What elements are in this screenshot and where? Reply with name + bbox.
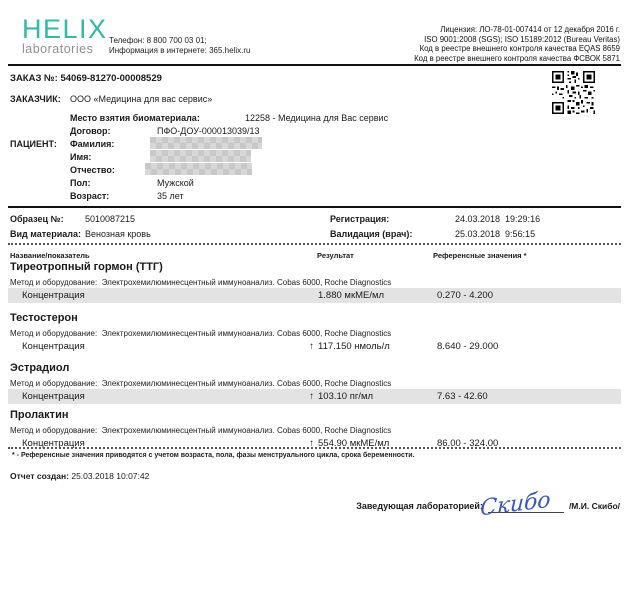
sample-label: Образец №: [10, 214, 64, 224]
method-label: Метод и оборудование: [10, 379, 98, 388]
contact-web: Информация в интернете: 365.helix.ru [109, 46, 251, 55]
reference-range: 7.63 - 42.60 [437, 391, 488, 402]
high-flag-icon: ↑ [309, 391, 314, 402]
validation-value: 25.03.2018 9:56:15 [455, 229, 536, 239]
customer-name: ООО «Медицина для вас сервис» [70, 94, 213, 104]
signature-script: Скибо [479, 487, 552, 522]
parameter-name: Концентрация [22, 341, 85, 352]
sample-number: 5010087215 [85, 214, 136, 224]
parameter-name: Концентрация [22, 391, 85, 402]
contact-info [109, 36, 250, 56]
result-value: 103.10 пг/мл [318, 391, 374, 402]
column-name-header: Название/показатель [10, 251, 90, 260]
credential-eqas: Код в реестре внешнего контроля качества EQAS 8659 [419, 44, 620, 54]
results-footnote: * - Референсные значения приводятся с учетом возраста, пола, фазы менструального цикла, срока беременности. [12, 452, 415, 459]
test-title: Тиреотропный гормон (ТТГ) [10, 261, 163, 273]
parameter-row [8, 288, 621, 303]
registration-label: Регистрация: [330, 214, 390, 224]
validation-label: Валидация (врач): [330, 229, 413, 239]
order-number: 54069-81270-00008529 [60, 73, 162, 84]
method-value: Электрохемилюминесцентный иммуноанализ. Cobas 6000, Roche Diagnostics [101, 278, 392, 287]
age-value: 35 лет [157, 191, 184, 201]
credentials [290, 25, 620, 63]
signature-label: Заведующая лабораторией: [356, 501, 483, 511]
name-redacted [150, 150, 251, 162]
test-title: Тестостерон [10, 312, 78, 324]
sex-value: Мужской [157, 178, 194, 188]
method-row [10, 329, 391, 338]
logo-name: HELIX [22, 14, 108, 44]
method-row [10, 379, 391, 388]
header-divider [8, 64, 621, 66]
patient-divider [8, 206, 621, 208]
method-row [10, 426, 391, 435]
registration-value: 24.03.2018 19:29:16 [455, 214, 541, 224]
column-reference-header: Референсные значения * [433, 251, 527, 260]
method-row [10, 278, 391, 287]
method-label: Метод и оборудование: [10, 426, 98, 435]
result-value: 117.150 нмоль/л [318, 341, 390, 352]
results-bottom-divider [8, 447, 621, 449]
result-value: 554.90 мкМЕ/мл [318, 438, 390, 449]
parameter-name: Концентрация [22, 438, 85, 449]
reference-range: 8.640 - 29.000 [437, 341, 499, 352]
method-value: Электрохемилюминесцентный иммуноанализ. Cobas 6000, Roche Diagnostics [101, 379, 392, 388]
signature-name: /М.И. Скибо/ [568, 501, 620, 511]
parameter-row [8, 339, 621, 354]
contract-label: Договор: [70, 126, 111, 136]
name-label: Имя: [70, 152, 92, 162]
parameter-name: Концентрация [22, 290, 85, 301]
surname-label: Фамилия: [70, 139, 115, 149]
report-created-row [10, 471, 149, 481]
order-number-row [10, 73, 162, 85]
signature-line [479, 487, 564, 522]
site-value: 12258 - Медицина для Вас сервис [245, 113, 389, 123]
sex-label: Пол: [70, 178, 91, 188]
test-title: Пролактин [10, 409, 69, 421]
method-value: Электрохемилюминесцентный иммуноанализ. Cobas 6000, Roche Diagnostics [101, 426, 392, 435]
material-label: Вид материала: [10, 229, 81, 239]
reference-range: 0.270 - 4.200 [437, 290, 493, 301]
credential-license: Лицензия: ЛО-78-01-007414 от 12 декабря 2016 г. [440, 25, 620, 34]
method-label: Метод и оборудование: [10, 278, 98, 287]
signature-row [356, 487, 620, 522]
order-label: ЗАКАЗ №: [10, 73, 58, 84]
customer-label: ЗАКАЗЧИК: [10, 94, 61, 104]
contact-phone: Телефон: 8 800 700 03 01; [109, 36, 207, 45]
site-label: Место взятия биоматериала: [70, 113, 200, 123]
qr-code [552, 71, 595, 114]
high-flag-icon: ↑ [309, 438, 314, 449]
credential-fsvok: Код в реестре внешнего контроля качества ФСВОК 5871 [414, 53, 620, 63]
column-result-header: Результат [317, 251, 354, 260]
high-flag-icon: ↑ [309, 341, 314, 352]
created-label: Отчет создан: [10, 471, 69, 481]
reference-range: 86.00 - 324.00 [437, 438, 499, 449]
age-label: Возраст: [70, 191, 110, 201]
patronymic-label: Отчество: [70, 165, 115, 175]
surname-redacted [150, 137, 262, 149]
patient-label: ПАЦИЕНТ: [10, 139, 57, 149]
result-value: 1.880 мкМЕ/мл [318, 290, 385, 301]
test-title: Эстрадиол [10, 362, 70, 374]
patronymic-redacted [145, 163, 252, 175]
parameter-row [8, 389, 621, 404]
credential-iso: ISO 9001:2008 (SGS); ISO 15189:2012 (Bureau Veritas) [424, 34, 620, 44]
contract-value: ПФО-ДОУ-000013039/13 [157, 126, 260, 136]
material-value: Венозная кровь [85, 229, 151, 239]
results-top-divider [8, 243, 621, 245]
method-value: Электрохемилюминесцентный иммуноанализ. Cobas 6000, Roche Diagnostics [101, 329, 392, 338]
logo-subtitle: laboratories [22, 42, 94, 56]
method-label: Метод и оборудование: [10, 329, 98, 338]
header-logo [22, 16, 108, 56]
created-value: 25.03.2018 10:07:42 [71, 471, 150, 481]
